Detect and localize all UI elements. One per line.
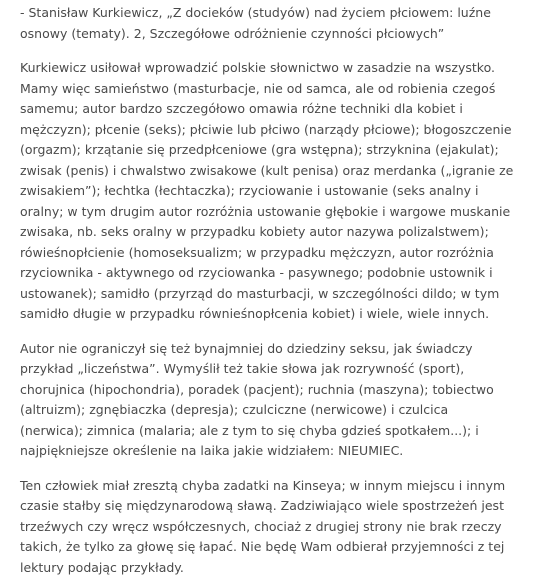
paragraph-kinsey: Ten człowiek miał zresztą chyba zadatki na Kinseya; w innym miejscu i innym czasie stałby się międzynarodową sławą. Zadziwiająco wiele spostrzeżeń jest trzeźwych czy wręcz współczesnych, chociaż z drugiej strony nie brak rzeczy takich, że tylko za głowę się łapać. Nie będę Wam odbierał przyjemności z tej lektury podając przykłady. xyxy=(20,476,514,578)
citation-paragraph: - Stanisław Kurkiewicz, „Z docieków (studyów) nad życiem płciowem: luźne osnowy (tematy). 2, Szczegółowe odróżnienie czynności płciowych” xyxy=(20,3,514,44)
paragraph-vocabulary: Kurkiewicz usiłował wprowadzić polskie słownictwo w zasadzie na wszystko. Mamy więc samieństwo (masturbacje, nie od samca, ale od robienia czegoś samemu; autor bardzo szczegółowo omawia różne techniki dla kobiet i mężczyzn); płcenie (seks); płciwie lub płciwo (narządy płciowe); błogoszczenie (orgazm); krzątanie się przedpłceniowe (gra wstępna); strzyknina (ejakulat); zwisak (penis) i chwalstwo zwisakowe (kult penisa) oraz merdanka („igranie ze zwisakiem”); łechtka (łechtaczka); rzyciowanie i ustowanie (seks analny i oralny; w tym drugim autor rozróżnia ustowanie głębokie i wargowe muskanie zwisaka, nb. seks oralny w przypadku kobiety autor nazywa polizalstwem); rówieśnopłcienie (homoseksualizm; w przypadku mężczyzn, autor rozróżnia rzyciownika - aktywnego od rzyciowanka - pasywnego; podobnie ustownik i ustowanek); samidło (przyrząd do masturbacji, w szczególności dildo; w tym samidło długie w przypadku równieśnopłcenia kobiet) i wiele, wiele innych. xyxy=(20,58,514,325)
paragraph-other-words: Autor nie ograniczył się też bynajmniej do dziedziny seksu, jak świadczy przykład „liczeństwa”. Wymyślił też takie słowa jak rozrywność (sport), chorujnica (hipochondria), poradek (pacjent); ruchnia (maszyna); tobiectwo (altruizm); zgnębiaczka (depresja); czulciczne (nerwicowe) i czulcica (nerwica); zimnica (malaria; ale z tym to się chyba gdzieś spotkałem...); i najpiękniejsze określenie na laika jakie widziałem: NIEUMIEC. xyxy=(20,339,514,462)
